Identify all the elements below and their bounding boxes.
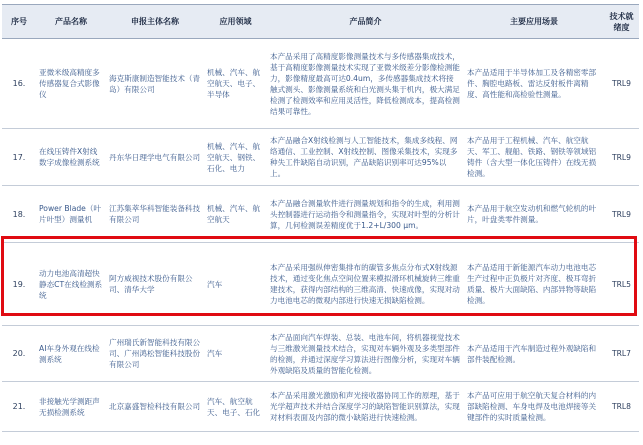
row-field: 机械、汽车、航空航天、电子、半导体: [204, 39, 267, 129]
row-product-name: 非接触光学测距声无损检测系统: [36, 382, 106, 432]
header-org: 申报主体名称: [106, 5, 204, 39]
row-intro: 本产品采用了高精度影像测量技术与多传感器集成技术，基于高精度影像测量技术实现了亚微米级差分影像检测能力，影像精度最高可达0.4um，多传感器集成技术将接触式测头、影像测量系统和白光测头集于机内，极大满足检测了检测效率和应用灵活性，降低检测成本，提高检测结果可靠性。: [267, 39, 464, 129]
row-no: 19.: [2, 243, 36, 326]
row-org: 海克斯康制造智能技术（青岛）有限公司: [106, 39, 204, 129]
header-trl: 技术就绪度: [604, 5, 639, 39]
row-scene: 本产品适用于汽车制造过程外观缺陷和部件装配检测。: [464, 326, 604, 382]
table-row: [2, 39, 639, 129]
row-no: 20.: [2, 326, 36, 382]
table-row-highlighted: [2, 243, 639, 326]
row-intro: 本产品采用激光激励和声光接收器协同工作的原理，基于光学超声技术并结合深度学习的缺陷智能识别算法，实现对材料表面及内部的微小缺陷进行快速检测。: [267, 382, 464, 432]
row-scene: 本产品可应用于航空航天复合材料的内部缺陷检测、车身电焊及电池焊接等关键部件的实时质量检测。: [464, 382, 604, 432]
row-product-name: 动力电池高清超快静态CT在线检测系统: [36, 243, 106, 326]
row-no: 16.: [2, 39, 36, 129]
header-no: 序号: [2, 5, 36, 39]
row-trl: TRL9: [604, 39, 639, 129]
row-scene: 本产品用于航空发动机和燃气轮机的叶片，叶盘类零件测量。: [464, 186, 604, 243]
row-intro: 本产品面向汽车焊装、总装、电池车间，将机器视觉技术与三维激光测量技术结合，实现对车辆外观及多类型部件的检测，并通过深度学习算法进行图像分析，实现对车辆外观缺陷及质量的智能化检测。: [267, 326, 464, 382]
header-product-name: 产品名称: [36, 5, 106, 39]
row-field: 汽车: [204, 326, 267, 382]
row-product-name: 在线压铸件X射线数字成像检测系统: [36, 129, 106, 186]
row-trl: TRL7: [604, 326, 639, 382]
row-field: 机械、汽车、航空航天: [204, 186, 267, 243]
row-org: 广州瑞氏新智能科技有限公司、广州鸿松智能科技股份有限公司: [106, 326, 204, 382]
row-trl: TRL9: [604, 186, 639, 243]
row-trl: TRL5: [604, 243, 639, 326]
table-row: [2, 186, 639, 243]
row-trl: TRL8: [604, 382, 639, 432]
row-scene: 本产品适用于新能源汽车动力电池电芯生产过程中正负极片对齐度、极耳弯折质量、极片大面缺陷、内部异物等缺陷检测。: [464, 243, 604, 326]
row-field: 汽车、航空航天、电子、石化: [204, 382, 267, 432]
row-product-name: AI车身外观在线检测系统: [36, 326, 106, 382]
row-intro: 本产品采用强纵伸密集排布的碳管多焦点分布式X射线源技术，通过变化焦点空间位置来模拟滑环机械旋转三维重建技术，获得内部结构的三维高清、快速成像，实现对动力电池电芯的微观内部进行快速无损缺陷检测。: [267, 243, 464, 326]
table-row: [2, 382, 639, 432]
row-org: 江苏集萃华科智能装备科技有限公司: [106, 186, 204, 243]
row-org: 丹东华日理学电气有限公司: [106, 129, 204, 186]
row-org: 阿方威视技术股份有限公司、清华大学: [106, 243, 204, 326]
row-scene: 本产品适用于半导体加工及各精密零部件、胸腔电路板、雷达反射板件离精度、高性能和高检验性测量。: [464, 39, 604, 129]
row-no: 17.: [2, 129, 36, 186]
header-intro: 产品简介: [267, 5, 464, 39]
row-org: 北京嘉盛智检科技有限公司: [106, 382, 204, 432]
row-scene: 本产品用于工程机械、汽车、航空航天、军工、舰船、铁路、钢铁等领域铝铸件（含大型一体化压铸件）在线无损检测。: [464, 129, 604, 186]
row-intro: 本产品融合X射线检测与人工智能技术，集成多线程、网络通信、工业控制、X射线控制、图像采集技术，实现多种失工件缺陷自动识别，产品缺陷识别率可达95%以上。: [267, 129, 464, 186]
row-product-name: 亚微米级高精度多传感器复合式影像仪: [36, 39, 106, 129]
row-no: 21.: [2, 382, 36, 432]
table-row: [2, 326, 639, 382]
table-header: [2, 5, 639, 39]
header-field: 应用领域: [204, 5, 267, 39]
product-table: [2, 4, 639, 432]
row-field: 机械、汽车、航空航天、钢铁、石化、电力: [204, 129, 267, 186]
row-field: 汽车: [204, 243, 267, 326]
row-trl: TRL9: [604, 129, 639, 186]
header-scene: 主要应用场景: [464, 5, 604, 39]
row-product-name: Power Blade（叶片叶型）测量机: [36, 186, 106, 243]
row-no: 18.: [2, 186, 36, 243]
row-intro: 本产品融合测量软件进行测量规划和指令的生成，利用测头控制器进行运动指令和测量指令，实现对叶型的分析计算，几何检测误差精度优于1.2+L/300 μm。: [267, 186, 464, 243]
table-row: [2, 129, 639, 186]
